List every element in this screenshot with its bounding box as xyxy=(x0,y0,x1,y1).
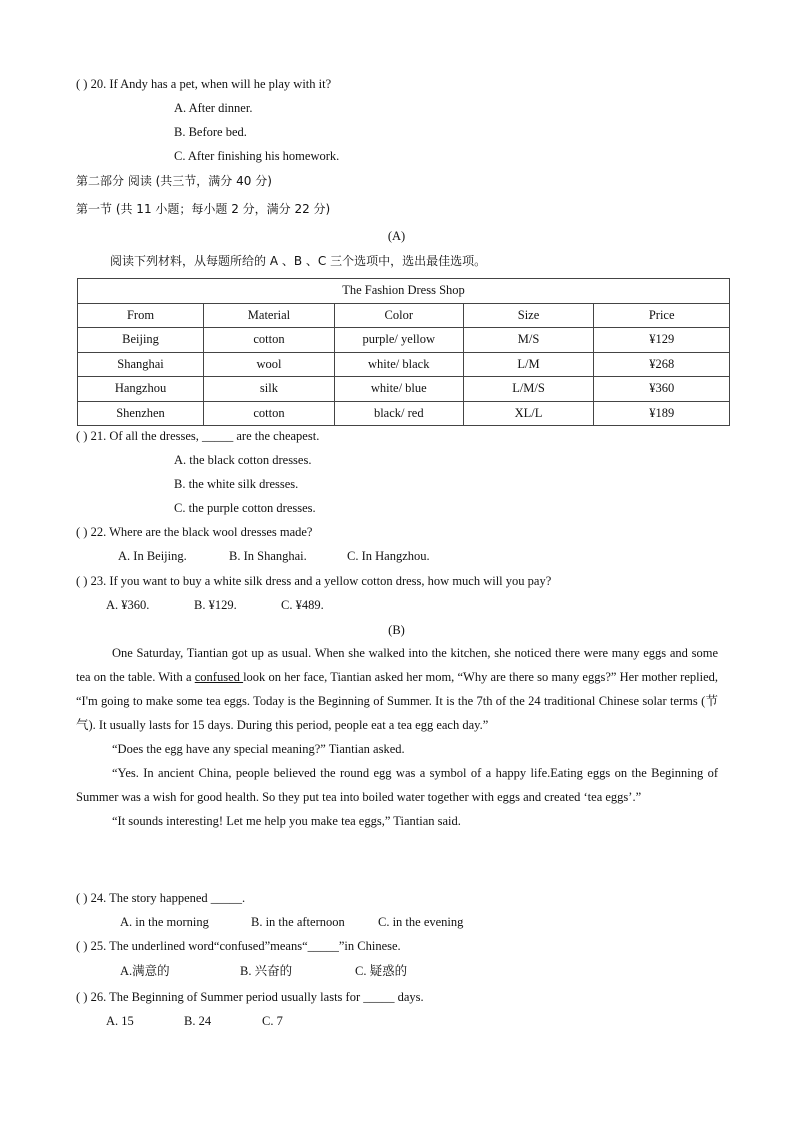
paragraph-1-text-start: One Saturday, Tiantian got up as usual. When she walked into the kitchen, she noticed there were many eggs and some tea on the table. With a xyxy=(76,646,718,684)
q25-option-a: A.满意的 xyxy=(120,964,170,978)
q22-option-b: B. In Shanghai. xyxy=(229,549,307,563)
q23-option-b: B. ¥129. xyxy=(194,598,237,612)
q22-option-a: A. In Beijing. xyxy=(118,549,187,563)
question-20-stem: ( ) 20. If Andy has a pet, when will he play with it? xyxy=(76,77,332,91)
header-size: Size xyxy=(463,303,594,328)
q21-option-c: C. the purple cotton dresses. xyxy=(174,501,316,515)
table-title: The Fashion Dress Shop xyxy=(78,279,730,304)
question-22-stem: ( ) 22. Where are the black wool dresses made? xyxy=(76,525,313,539)
passage-b-paragraph-1 xyxy=(76,641,718,737)
passage-a-instruction: 阅读下列材料，从每题所给的 A 、B 、C 三个选项中，选出最佳选项。 xyxy=(110,254,487,268)
header-material: Material xyxy=(204,303,335,328)
cell-color: white/ blue xyxy=(334,377,463,402)
cell-color: white/ black xyxy=(334,352,463,377)
cell-size: L/M xyxy=(463,352,594,377)
cell-price: ¥268 xyxy=(594,352,730,377)
cell-from: Shanghai xyxy=(78,352,204,377)
header-from: From xyxy=(78,303,204,328)
q26-option-a: A. 15 xyxy=(106,1014,134,1028)
cell-from: Beijing xyxy=(78,328,204,353)
passage-b-paragraph-3: “Yes. In ancient China, people believed the round egg was a symbol of a happy life.Eating eggs on the Beginning of Summer was a wish for good health. So they put tea into boiled water together with eggs and created ‘tea eggs’.” xyxy=(76,766,718,804)
fashion-dress-shop-table xyxy=(77,278,730,426)
table-row xyxy=(78,401,730,426)
table-header-row xyxy=(78,303,730,328)
question-23-stem: ( ) 23. If you want to buy a white silk dress and a yellow cotton dress, how much will you pay? xyxy=(76,574,552,588)
q25-option-c: C. 疑惑的 xyxy=(355,964,408,978)
section-1-heading: 第一节 (共 11 小题；每小题 2 分，满分 22 分) xyxy=(76,202,331,216)
q25-option-b: B. 兴奋的 xyxy=(240,964,293,978)
cell-size: L/M/S xyxy=(463,377,594,402)
passage-a-label: (A) xyxy=(387,229,406,243)
table-title-row xyxy=(78,279,730,304)
q21-option-b: B. the white silk dresses. xyxy=(174,477,299,491)
cell-from: Hangzhou xyxy=(78,377,204,402)
cell-material: silk xyxy=(204,377,335,402)
cell-material: cotton xyxy=(204,328,335,353)
cell-price: ¥189 xyxy=(594,401,730,426)
passage-b-body xyxy=(76,641,718,833)
q26-option-b: B. 24 xyxy=(184,1014,212,1028)
cell-price: ¥360 xyxy=(594,377,730,402)
cell-material: cotton xyxy=(204,401,335,426)
cell-color: purple/ yellow xyxy=(334,328,463,353)
q20-option-a: A. After dinner. xyxy=(174,101,253,115)
table-row xyxy=(78,377,730,402)
cell-material: wool xyxy=(204,352,335,377)
passage-b-paragraph-4: “It sounds interesting! Let me help you make tea eggs,” Tiantian said. xyxy=(112,814,461,828)
q20-option-c: C. After finishing his homework. xyxy=(174,149,340,163)
q26-option-c: C. 7 xyxy=(262,1014,283,1028)
table-row xyxy=(78,328,730,353)
q22-option-c: C. In Hangzhou. xyxy=(347,549,430,563)
q20-option-b: B. Before bed. xyxy=(174,125,247,139)
q21-option-a: A. the black cotton dresses. xyxy=(174,453,312,467)
cell-color: black/ red xyxy=(334,401,463,426)
passage-b-paragraph-2: “Does the egg have any special meaning?” Tiantian asked. xyxy=(112,742,405,756)
header-price: Price xyxy=(594,303,730,328)
paragraph-1-text-end: look on her face, Tiantian asked her mom, “Why are there so many eggs?” Her mother replied, “I'm going to make some tea eggs. Today is the Beginning of Summer. It is the 7th of the 24 traditional Chinese solar terms (节气). It usually lasts for 15 days. During this period, people eat a tea egg each day.” xyxy=(76,670,718,732)
q24-option-a: A. in the morning xyxy=(120,915,209,929)
table-row xyxy=(78,352,730,377)
section-2-heading: 第二部分 阅读 (共三节，满分 40 分) xyxy=(76,174,272,188)
underlined-word-confused: confused xyxy=(194,670,244,684)
cell-from: Shenzhen xyxy=(78,401,204,426)
cell-price: ¥129 xyxy=(594,328,730,353)
cell-size: XL/L xyxy=(463,401,594,426)
header-color: Color xyxy=(334,303,463,328)
cell-size: M/S xyxy=(463,328,594,353)
question-25-stem: ( ) 25. The underlined word“confused”means“_____”in Chinese. xyxy=(76,939,401,953)
q24-option-c: C. in the evening xyxy=(378,915,464,929)
question-24-stem: ( ) 24. The story happened _____. xyxy=(76,891,246,905)
question-21-stem: ( ) 21. Of all the dresses, _____ are the cheapest. xyxy=(76,429,320,443)
q23-option-a: A. ¥360. xyxy=(106,598,150,612)
passage-b-label: (B) xyxy=(388,623,405,637)
q24-option-b: B. in the afternoon xyxy=(251,915,345,929)
q23-option-c: C. ¥489. xyxy=(281,598,324,612)
question-26-stem: ( ) 26. The Beginning of Summer period usually lasts for _____ days. xyxy=(76,990,424,1004)
